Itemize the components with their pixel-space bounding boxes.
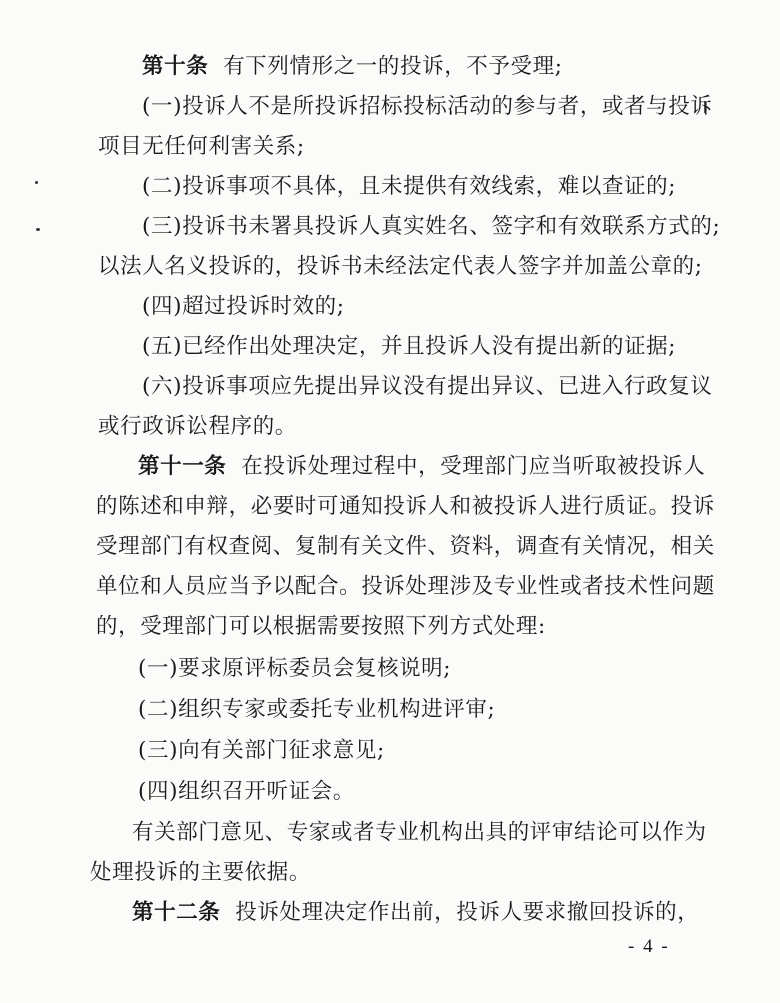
article12-line1: 投诉处理决定作出前，投诉人要求撤回投诉的， — [235, 900, 700, 925]
article10-item6-line1: (六)投诉事项应先提出异议没有提出异议、已进入行政复议 — [142, 374, 713, 399]
article11-first-line — [138, 452, 705, 482]
article11-line5: 的，受理部门可以根据需要按照下列方式处理: — [96, 614, 546, 639]
scan-speck — [35, 181, 38, 184]
article11-line3: 受理部门有权查阅、复制有关文件、资料，调查有关情况，相关 — [96, 534, 715, 559]
article10-heading: 第十条 — [142, 54, 209, 79]
article11-item3: (三)向有关部门征求意见; — [138, 738, 385, 763]
article10-item3-line1: (三)投诉书未署具投诉人真实姓名、签字和有效联系方式的; — [142, 214, 721, 239]
article10-intro: 有下列情形之一的投诉，不予受理; — [223, 54, 563, 79]
article11-line2: 的陈述和申辩，必要时可通知投诉人和被投诉人进行质证。投诉 — [96, 494, 715, 519]
article11-closing-line1: 有关部门意见、专家或者专业机构出具的评审结论可以作为 — [132, 820, 707, 845]
article11-line1: 在投诉处理过程中，受理部门应当听取被投诉人 — [241, 454, 706, 479]
article12-first-line — [132, 898, 699, 928]
article11-heading: 第十一条 — [138, 454, 227, 479]
article10-first-line — [142, 52, 563, 82]
article10-item1-line2: 项目无任何利害关系; — [98, 134, 305, 159]
article11-line4: 单位和人员应当予以配合。投诉处理涉及专业性或者技术性问题 — [96, 574, 715, 599]
article10-item3-line2: 以法人名义投诉的，投诉书未经法定代表人签字并加盖公章的; — [98, 254, 703, 279]
scan-speck — [36, 228, 40, 231]
article11-item1: (一)要求原评标委员会复核说明; — [138, 656, 452, 681]
article10-item4: (四)超过投诉时效的; — [142, 294, 345, 319]
article12-heading: 第十二条 — [132, 900, 221, 925]
article11-item2: (二)组织专家或委托专业机构进评审; — [138, 697, 496, 722]
article10-item5: (五)已经作出处理决定，并且投诉人没有提出新的证据; — [142, 334, 677, 359]
article11-closing-line2: 处理投诉的主要依据。 — [90, 860, 312, 885]
page-number: - 4 - — [628, 936, 670, 957]
article10-item2: (二)投诉事项不具体，且未提供有效线索，难以查证的; — [142, 174, 677, 199]
article10-item1-line1: (一)投诉人不是所投诉招标投标活动的参与者，或者与投诉 — [142, 94, 713, 119]
article11-item4: (四)组织召开听证会。 — [138, 779, 355, 804]
article10-item6-line2: 或行政诉讼程序的。 — [98, 414, 297, 439]
